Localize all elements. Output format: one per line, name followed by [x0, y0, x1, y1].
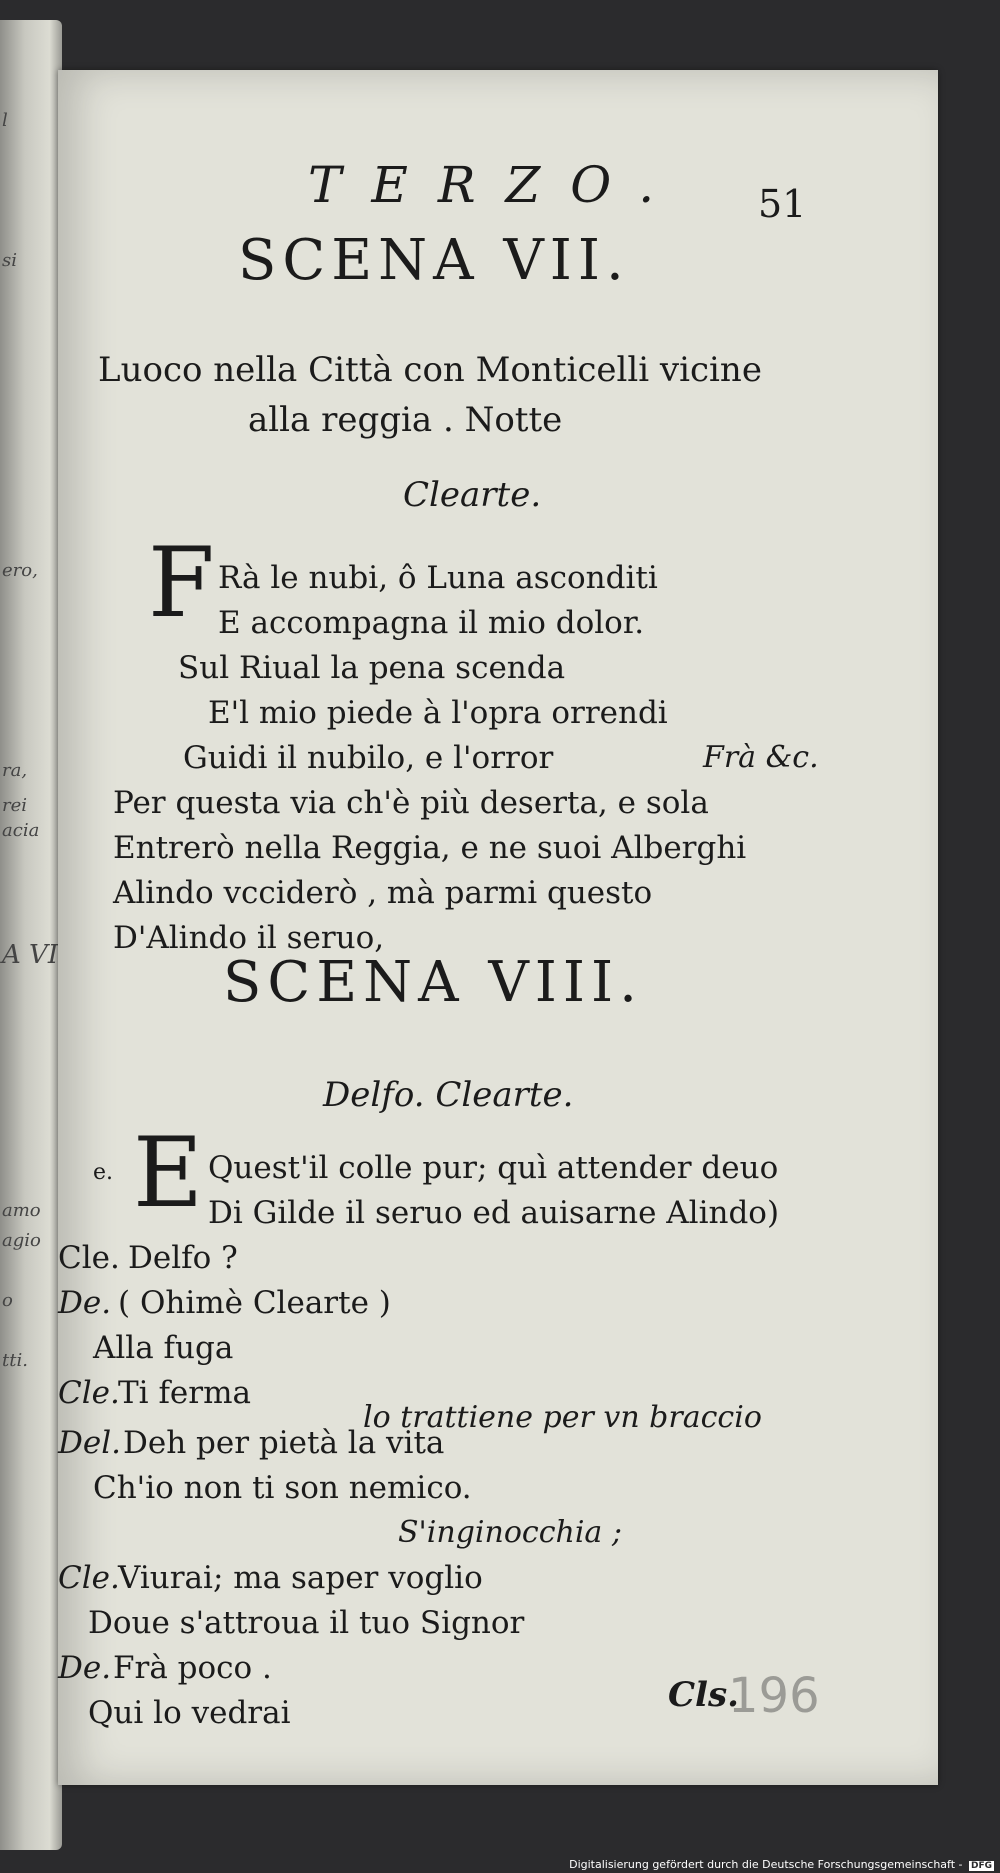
scene-setting: alla reggia . Notte [248, 400, 563, 440]
verse-line: D'Alindo il seruo, [113, 920, 385, 956]
verse-line: Entrerò nella Reggia, e ne suoi Alberghi [113, 830, 747, 866]
verse-line: Deh per pietà la vita [123, 1425, 445, 1461]
speaker-abbrev: Cle. [58, 1375, 120, 1411]
verse-line: Sul Riual la pena scenda [178, 650, 566, 686]
verse-line: Delfo ? [128, 1240, 238, 1276]
verse-line: Alindo vcciderò , mà parmi questo [113, 875, 653, 911]
running-head: TERZO. [308, 156, 685, 214]
speaker-abbrev: De. [58, 1285, 112, 1321]
speaker-abbrev: Cle. [58, 1240, 120, 1276]
facing-fragment: o [2, 1290, 13, 1311]
facing-fragment: si [2, 250, 17, 271]
scene-title: SCENA VII. [238, 228, 630, 293]
verse-line: Doue s'attroua il tuo Signor [88, 1605, 525, 1641]
shelfmark-number: 196 [728, 1668, 820, 1724]
drop-capital: F [148, 527, 215, 639]
facing-fragment: l [2, 110, 8, 131]
footer-text: Digitalisierung gefördert durch die Deutsche Forschungsgemeinschaft - [569, 1858, 963, 1871]
verse-line: Viurai; ma saper voglio [118, 1560, 483, 1596]
speaker-heading: Delfo. Clearte. [323, 1075, 574, 1115]
verse-line: Di Gilde il seruo ed auisarne Alindo) [208, 1195, 780, 1231]
verse-line: Ti ferma [118, 1375, 251, 1411]
speaker-heading: Clearte. [403, 475, 542, 515]
verse-line: Qui lo vedrai [88, 1695, 291, 1731]
verse-line: Ch'io non ti son nemico. [93, 1470, 472, 1506]
facing-fragment: ero, [2, 560, 38, 581]
shelfmark-label: Cls. [668, 1675, 739, 1715]
dfg-logo-icon: DFG [970, 1861, 992, 1871]
speaker-abbrev: De. [58, 1650, 112, 1686]
verse-line: Alla fuga [93, 1330, 234, 1366]
facing-fragment: A VI [2, 940, 59, 970]
scene-title: SCENA VIII. [223, 950, 643, 1015]
scene-setting: Luoco nella Città con Monticelli vicine [98, 350, 762, 390]
facing-fragment: amo [2, 1200, 41, 1221]
verse-line: Per questa via ch'è più deserta, e sola [113, 785, 709, 821]
drop-capital: E [133, 1117, 204, 1229]
digitization-footer [569, 1858, 994, 1871]
speaker-abbrev: Del. [58, 1425, 121, 1461]
speaker-abbrev: Cle. [58, 1560, 120, 1596]
facing-fragment: tti. [2, 1350, 28, 1371]
verse-line: Rà le nubi, ô Luna asconditi [218, 560, 658, 596]
verse-line: Frà poco . [113, 1650, 272, 1686]
facing-fragment: ra, [2, 760, 28, 781]
stage-direction: S'inginocchia ; [398, 1515, 622, 1550]
verse-line: ( Ohimè Clearte ) [118, 1285, 391, 1321]
verse-line: Guidi il nubilo, e l'orror [183, 740, 554, 776]
facing-fragment: acia [2, 820, 40, 841]
stage-direction: lo trattiene per vn braccio [363, 1400, 762, 1435]
page-number: 51 [758, 182, 807, 226]
facing-fragment: agio [2, 1230, 41, 1251]
facing-fragment: rei [2, 795, 28, 816]
facing-page-edge [0, 20, 62, 1850]
verse-line: E accompagna il mio dolor. [218, 605, 645, 641]
verse-line: Quest'il colle pur; quì attender deuo [208, 1150, 779, 1186]
stage-direction: Frà &c. [703, 740, 819, 775]
speaker-abbrev: e. [93, 1160, 114, 1185]
verse-line: E'l mio piede à l'opra orrendi [208, 695, 668, 731]
book-page [58, 70, 938, 1785]
